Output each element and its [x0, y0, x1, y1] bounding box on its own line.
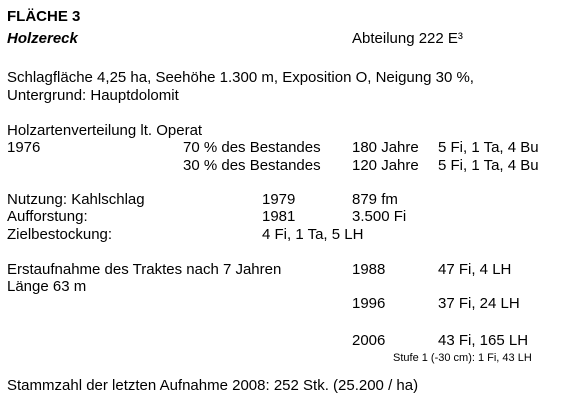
management-year: 1979 [262, 191, 296, 208]
site-name: Holzereck [7, 30, 78, 47]
survey-year: 1996 [352, 295, 386, 312]
site-description-line2: Untergrund: Hauptdolomit [7, 87, 179, 104]
department-label: Abteilung 222 E³ [352, 30, 463, 47]
distribution-species: 5 Fi, 1 Ta, 4 Bu [438, 157, 539, 174]
site-description-line1: Schlagfläche 4,25 ha, Seehöhe 1.300 m, Exposition O, Neigung 30 %, [7, 69, 474, 86]
distribution-share: 70 % des Bestandes [183, 139, 321, 156]
distribution-title: Holzartenverteilung lt. Operat [7, 122, 203, 139]
management-label: Nutzung: Kahlschlag [7, 191, 145, 208]
survey-note: Stufe 1 (-30 cm): 1 Fi, 43 LH [393, 352, 532, 364]
distribution-year: 1976 [7, 139, 41, 156]
distribution-share: 30 % des Bestandes [183, 157, 321, 174]
survey-year: 1988 [352, 261, 386, 278]
management-value: 879 fm [352, 191, 398, 208]
survey-description-line1: Erstaufnahme des Traktes nach 7 Jahren [7, 261, 282, 278]
management-year: 1981 [262, 208, 296, 225]
survey-description-line2: Länge 63 m [7, 278, 87, 295]
management-value: 4 Fi, 1 Ta, 5 LH [262, 226, 364, 243]
distribution-species: 5 Fi, 1 Ta, 4 Bu [438, 139, 539, 156]
survey-year: 2006 [352, 332, 386, 349]
summary-line: Stammzahl der letzten Aufnahme 2008: 252 Stk. (25.200 / ha) [7, 377, 419, 394]
management-label: Zielbestockung: [7, 226, 113, 243]
survey-result: 43 Fi, 165 LH [438, 332, 529, 349]
management-value: 3.500 Fi [352, 208, 407, 225]
section-heading: FLÄCHE 3 [7, 8, 81, 25]
distribution-age: 180 Jahre [352, 139, 419, 156]
management-label: Aufforstung: [7, 208, 88, 225]
survey-result: 47 Fi, 4 LH [438, 261, 512, 278]
survey-result: 37 Fi, 24 LH [438, 295, 520, 312]
distribution-age: 120 Jahre [352, 157, 419, 174]
